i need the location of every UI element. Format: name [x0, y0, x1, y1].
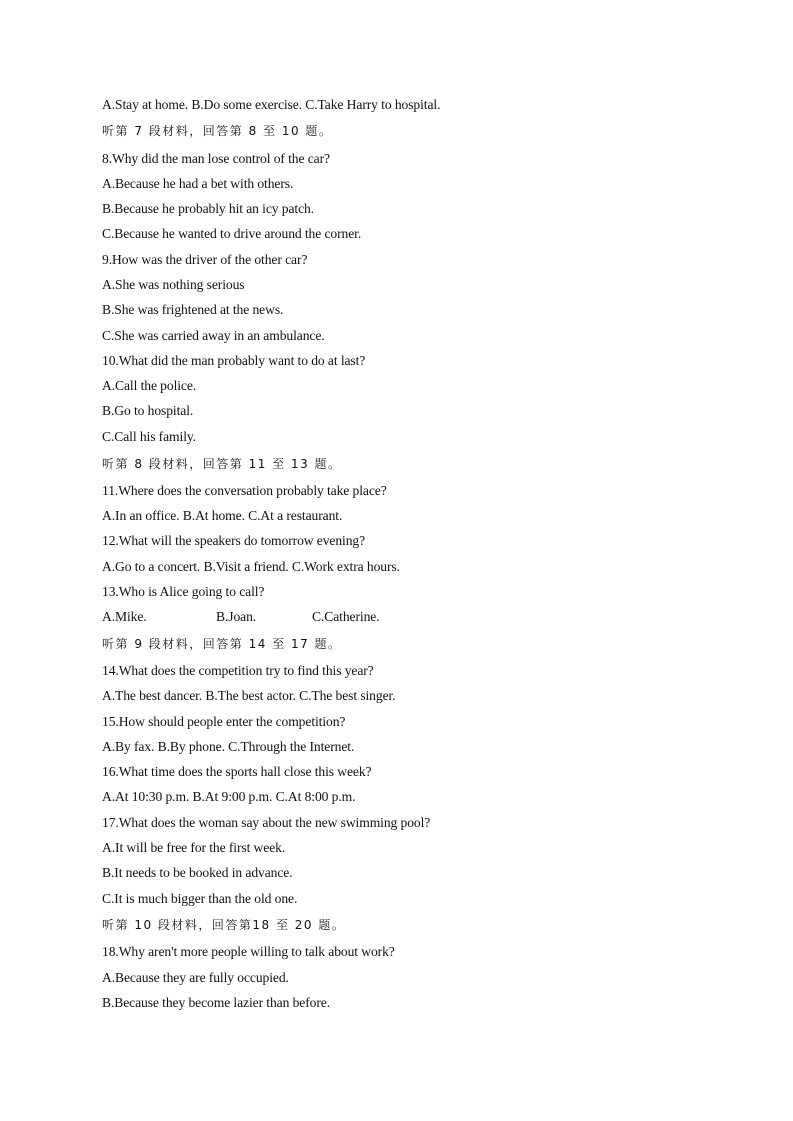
- q12-options: A.Go to a concert. B.Visit a friend. C.Work extra hours.: [102, 559, 400, 574]
- question-10: 10.What did the man probably want to do at last?: [102, 353, 366, 368]
- q9-option-b: B.She was frightened at the news.: [102, 302, 284, 317]
- q14-options: A.The best dancer. B.The best actor. C.The best singer.: [102, 688, 396, 703]
- question-18: 18.Why aren't more people willing to talk about work?: [102, 944, 395, 959]
- section-heading-10: 听第 10 段材料，回答第18 至 20 题。: [102, 918, 346, 932]
- q17-option-c: C.It is much bigger than the old one.: [102, 891, 298, 906]
- question-12: 12.What will the speakers do tomorrow evening?: [102, 533, 366, 548]
- q10-option-c: C.Call his family.: [102, 429, 196, 444]
- question-14: 14.What does the competition try to find this year?: [102, 663, 374, 678]
- q9-option-c: C.She was carried away in an ambulance.: [102, 328, 325, 343]
- q9-option-a: A.She was nothing serious: [102, 277, 245, 292]
- q10-option-a: A.Call the police.: [102, 378, 197, 393]
- q13-options: [102, 608, 380, 626]
- question-17: 17.What does the woman say about the new swimming pool?: [102, 815, 431, 830]
- q18-option-b: B.Because they become lazier than before.: [102, 995, 331, 1010]
- question-8: 8.Why did the man lose control of the car?: [102, 151, 330, 166]
- q8-option-a: A.Because he had a bet with others.: [102, 176, 294, 191]
- q13-option-c: C.Catherine.: [312, 609, 380, 624]
- q11-options: A.In an office. B.At home. C.At a restaurant.: [102, 508, 343, 523]
- question-16: 16.What time does the sports hall close this week?: [102, 764, 372, 779]
- q17-option-b: B.It needs to be booked in advance.: [102, 865, 293, 880]
- question-9: 9.How was the driver of the other car?: [102, 252, 308, 267]
- question-13: 13.Who is Alice going to call?: [102, 584, 265, 599]
- section-heading-7: 听第 7 段材料，回答第 8 至 10 题。: [102, 124, 333, 138]
- q16-options: A.At 10:30 p.m. B.At 9:00 p.m. C.At 8:00 p.m.: [102, 789, 356, 804]
- section-heading-9: 听第 9 段材料，回答第 14 至 17 题。: [102, 637, 342, 651]
- q13-option-b: B.Joan.: [216, 609, 257, 624]
- q7-options: A.Stay at home. B.Do some exercise. C.Take Harry to hospital.: [102, 97, 441, 112]
- section-heading-8: 听第 8 段材料，回答第 11 至 13 题。: [102, 457, 342, 471]
- question-11: 11.Where does the conversation probably take place?: [102, 483, 387, 498]
- q18-option-a: A.Because they are fully occupied.: [102, 970, 289, 985]
- question-15: 15.How should people enter the competition?: [102, 714, 346, 729]
- q15-options: A.By fax. B.By phone. C.Through the Internet.: [102, 739, 355, 754]
- q10-option-b: B.Go to hospital.: [102, 403, 194, 418]
- q17-option-a: A.It will be free for the first week.: [102, 840, 286, 855]
- q8-option-c: C.Because he wanted to drive around the corner.: [102, 226, 362, 241]
- q13-option-a: A.Mike.: [102, 609, 147, 624]
- q8-option-b: B.Because he probably hit an icy patch.: [102, 201, 315, 216]
